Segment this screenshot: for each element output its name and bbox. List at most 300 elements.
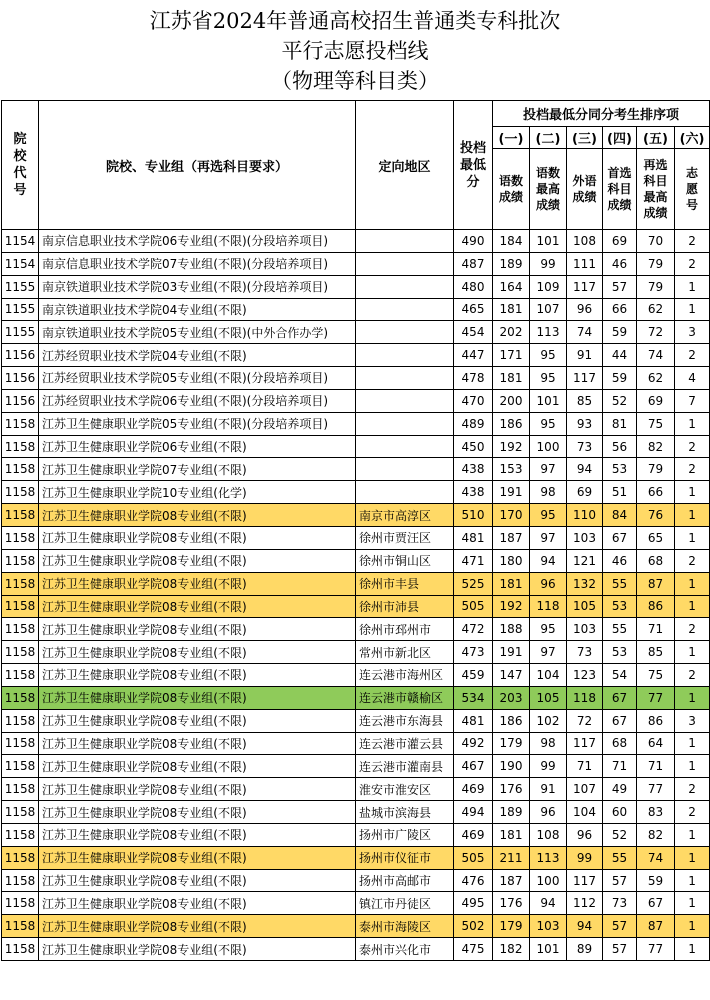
cell-code: 1154 — [2, 252, 39, 275]
cell-chinese-math-max: 113 — [530, 321, 567, 344]
table-row — [2, 504, 710, 527]
cell-second-subject-max: 87 — [637, 915, 675, 938]
cell-name: 江苏卫生健康职业学院07专业组(不限) — [39, 458, 356, 481]
cell-code: 1158 — [2, 572, 39, 595]
cell-chinese-math-max: 109 — [530, 275, 567, 298]
cell-foreign-language: 91 — [567, 344, 603, 367]
table-row — [2, 389, 710, 412]
cell-code: 1158 — [2, 755, 39, 778]
header-col-num: (六) — [675, 127, 710, 149]
cell-foreign-language: 94 — [567, 458, 603, 481]
header-col-label: 志愿号 — [675, 149, 710, 230]
cell-name: 江苏卫生健康职业学院08专业组(不限) — [39, 778, 356, 801]
cell-foreign-language: 123 — [567, 664, 603, 687]
cell-chinese-math: 164 — [493, 275, 530, 298]
table-row — [2, 321, 710, 344]
title-line-2: 平行志愿投档线 — [281, 39, 429, 63]
cell-chinese-math-max: 104 — [530, 664, 567, 687]
cell-foreign-language: 117 — [567, 732, 603, 755]
cell-chinese-math: 186 — [493, 412, 530, 435]
cell-foreign-language: 69 — [567, 481, 603, 504]
cell-foreign-language: 132 — [567, 572, 603, 595]
cell-name: 江苏卫生健康职业学院08专业组(不限) — [39, 572, 356, 595]
cell-preference-no: 3 — [675, 709, 710, 732]
cell-min-score: 467 — [454, 755, 493, 778]
cell-second-subject-max: 62 — [637, 298, 675, 321]
header-col-label: 首选科目成绩 — [603, 149, 637, 230]
header-col-num: (一) — [493, 127, 530, 149]
header-min-score: 投档最低分 — [454, 101, 493, 230]
cell-foreign-language: 110 — [567, 504, 603, 527]
table-row — [2, 801, 710, 824]
cell-chinese-math: 211 — [493, 846, 530, 869]
cell-second-subject-max: 83 — [637, 801, 675, 824]
cell-preference-no: 2 — [675, 801, 710, 824]
cell-first-subject: 56 — [603, 435, 637, 458]
cell-code: 1158 — [2, 595, 39, 618]
cell-chinese-math: 191 — [493, 481, 530, 504]
cell-code: 1155 — [2, 275, 39, 298]
cell-chinese-math-max: 102 — [530, 709, 567, 732]
header-col-label: 语数成绩 — [493, 149, 530, 230]
cell-min-score: 476 — [454, 869, 493, 892]
cell-code: 1158 — [2, 458, 39, 481]
cell-chinese-math: 179 — [493, 915, 530, 938]
cell-min-score: 469 — [454, 823, 493, 846]
cell-second-subject-max: 87 — [637, 572, 675, 595]
cell-first-subject: 55 — [603, 572, 637, 595]
cell-preference-no: 1 — [675, 572, 710, 595]
cell-first-subject: 55 — [603, 846, 637, 869]
table-row — [2, 938, 710, 961]
cell-name: 江苏卫生健康职业学院08专业组(不限) — [39, 892, 356, 915]
cell-region: 扬州市高邮市 — [356, 869, 454, 892]
cell-first-subject: 52 — [603, 389, 637, 412]
cell-chinese-math: 187 — [493, 526, 530, 549]
cell-chinese-math-max: 99 — [530, 252, 567, 275]
cell-second-subject-max: 86 — [637, 595, 675, 618]
cell-name: 江苏经贸职业技术学院06专业组(不限)(分段培养项目) — [39, 389, 356, 412]
cell-second-subject-max: 75 — [637, 412, 675, 435]
cell-region: 连云港市东海县 — [356, 709, 454, 732]
cell-foreign-language: 93 — [567, 412, 603, 435]
cell-chinese-math: 181 — [493, 298, 530, 321]
cell-region — [356, 367, 454, 390]
cell-name: 江苏卫生健康职业学院08专业组(不限) — [39, 823, 356, 846]
cell-second-subject-max: 62 — [637, 367, 675, 390]
cell-first-subject: 59 — [603, 367, 637, 390]
cell-foreign-language: 71 — [567, 755, 603, 778]
cell-first-subject: 68 — [603, 732, 637, 755]
header-code: 院校代号 — [2, 101, 39, 230]
cell-code: 1154 — [2, 230, 39, 253]
cell-chinese-math-max: 97 — [530, 641, 567, 664]
title-line-1: 江苏省2024年普通高校招生普通类专科批次 — [149, 9, 561, 33]
cell-min-score: 454 — [454, 321, 493, 344]
cell-first-subject: 84 — [603, 504, 637, 527]
cell-min-score: 438 — [454, 481, 493, 504]
cell-chinese-math-max: 101 — [530, 938, 567, 961]
cell-foreign-language: 118 — [567, 686, 603, 709]
cell-second-subject-max: 59 — [637, 869, 675, 892]
cell-second-subject-max: 71 — [637, 618, 675, 641]
cell-first-subject: 53 — [603, 458, 637, 481]
cell-first-subject: 67 — [603, 709, 637, 732]
table-body — [2, 230, 710, 961]
cell-name: 南京信息职业技术学院07专业组(不限)(分段培养项目) — [39, 252, 356, 275]
cell-min-score: 472 — [454, 618, 493, 641]
cell-min-score: 469 — [454, 778, 493, 801]
cell-chinese-math-max: 107 — [530, 298, 567, 321]
cell-name: 江苏经贸职业技术学院05专业组(不限)(分段培养项目) — [39, 367, 356, 390]
cell-region: 连云港市赣榆区 — [356, 686, 454, 709]
cell-preference-no: 1 — [675, 755, 710, 778]
cell-second-subject-max: 65 — [637, 526, 675, 549]
cell-min-score: 510 — [454, 504, 493, 527]
cell-chinese-math: 200 — [493, 389, 530, 412]
cell-second-subject-max: 85 — [637, 641, 675, 664]
cell-first-subject: 67 — [603, 686, 637, 709]
cell-second-subject-max: 79 — [637, 275, 675, 298]
cell-preference-no: 1 — [675, 732, 710, 755]
cell-code: 1158 — [2, 526, 39, 549]
cell-name: 南京铁道职业技术学院04专业组(不限) — [39, 298, 356, 321]
cell-first-subject: 59 — [603, 321, 637, 344]
cell-name: 江苏卫生健康职业学院08专业组(不限) — [39, 664, 356, 687]
cell-second-subject-max: 79 — [637, 252, 675, 275]
header-col-label: 语数最高成绩 — [530, 149, 567, 230]
cell-code: 1156 — [2, 344, 39, 367]
cell-preference-no: 1 — [675, 641, 710, 664]
cell-code: 1158 — [2, 823, 39, 846]
cell-foreign-language: 108 — [567, 230, 603, 253]
cell-preference-no: 7 — [675, 389, 710, 412]
cell-region: 连云港市灌云县 — [356, 732, 454, 755]
cell-chinese-math-max: 97 — [530, 526, 567, 549]
cell-chinese-math-max: 96 — [530, 572, 567, 595]
cell-first-subject: 60 — [603, 801, 637, 824]
cutoff-table — [1, 100, 710, 961]
cell-first-subject: 66 — [603, 298, 637, 321]
table-row — [2, 755, 710, 778]
cell-first-subject: 69 — [603, 230, 637, 253]
cell-name: 南京铁道职业技术学院03专业组(不限)(分段培养项目) — [39, 275, 356, 298]
cell-region: 徐州市铜山区 — [356, 549, 454, 572]
cell-name: 江苏卫生健康职业学院08专业组(不限) — [39, 686, 356, 709]
cell-preference-no: 1 — [675, 938, 710, 961]
header-col-label: 外语成绩 — [567, 149, 603, 230]
cell-code: 1155 — [2, 298, 39, 321]
cell-foreign-language: 104 — [567, 801, 603, 824]
cell-chinese-math-max: 94 — [530, 892, 567, 915]
cell-foreign-language: 74 — [567, 321, 603, 344]
cell-chinese-math-max: 100 — [530, 869, 567, 892]
header-col-num: (四) — [603, 127, 637, 149]
cell-region: 常州市新北区 — [356, 641, 454, 664]
table-row — [2, 412, 710, 435]
cell-first-subject: 67 — [603, 526, 637, 549]
cell-min-score: 481 — [454, 526, 493, 549]
cell-chinese-math: 187 — [493, 869, 530, 892]
cell-code: 1158 — [2, 504, 39, 527]
cell-name: 南京信息职业技术学院06专业组(不限)(分段培养项目) — [39, 230, 356, 253]
cell-chinese-math-max: 94 — [530, 549, 567, 572]
cell-preference-no: 1 — [675, 481, 710, 504]
cell-first-subject: 71 — [603, 755, 637, 778]
cell-preference-no: 1 — [675, 869, 710, 892]
cell-chinese-math: 180 — [493, 549, 530, 572]
cell-name: 江苏卫生健康职业学院10专业组(化学) — [39, 481, 356, 504]
cell-preference-no: 1 — [675, 504, 710, 527]
table-row — [2, 549, 710, 572]
cell-first-subject: 57 — [603, 869, 637, 892]
cell-foreign-language: 105 — [567, 595, 603, 618]
cell-region: 泰州市兴化市 — [356, 938, 454, 961]
cell-chinese-math-max: 105 — [530, 686, 567, 709]
cell-chinese-math: 192 — [493, 595, 530, 618]
header-tiebreak-group: 投档最低分同分考生排序项 — [493, 101, 710, 127]
cell-foreign-language: 107 — [567, 778, 603, 801]
cell-chinese-math-max: 103 — [530, 915, 567, 938]
cell-foreign-language: 89 — [567, 938, 603, 961]
cell-foreign-language: 121 — [567, 549, 603, 572]
cell-preference-no: 2 — [675, 664, 710, 687]
cell-code: 1158 — [2, 686, 39, 709]
cell-region: 徐州市邳州市 — [356, 618, 454, 641]
cell-region — [356, 412, 454, 435]
cell-chinese-math: 147 — [493, 664, 530, 687]
cell-chinese-math-max: 118 — [530, 595, 567, 618]
cell-code: 1158 — [2, 801, 39, 824]
cell-chinese-math: 176 — [493, 778, 530, 801]
cell-name: 江苏卫生健康职业学院08专业组(不限) — [39, 595, 356, 618]
cell-code: 1156 — [2, 389, 39, 412]
cell-region — [356, 252, 454, 275]
cell-second-subject-max: 86 — [637, 709, 675, 732]
table-row — [2, 823, 710, 846]
table-row — [2, 344, 710, 367]
table-row — [2, 526, 710, 549]
cell-code: 1158 — [2, 664, 39, 687]
cell-min-score: 502 — [454, 915, 493, 938]
cell-name: 江苏卫生健康职业学院08专业组(不限) — [39, 755, 356, 778]
cell-second-subject-max: 66 — [637, 481, 675, 504]
cell-min-score: 492 — [454, 732, 493, 755]
cell-chinese-math: 188 — [493, 618, 530, 641]
header-col-num: (三) — [567, 127, 603, 149]
cell-chinese-math: 182 — [493, 938, 530, 961]
cell-region: 南京市高淳区 — [356, 504, 454, 527]
cell-chinese-math: 176 — [493, 892, 530, 915]
cell-chinese-math: 203 — [493, 686, 530, 709]
cell-name: 江苏卫生健康职业学院08专业组(不限) — [39, 526, 356, 549]
header-name: 院校、专业组（再选科目要求） — [39, 101, 356, 230]
cell-name: 江苏卫生健康职业学院08专业组(不限) — [39, 618, 356, 641]
cell-name: 江苏卫生健康职业学院08专业组(不限) — [39, 549, 356, 572]
cell-chinese-math: 184 — [493, 230, 530, 253]
cell-foreign-language: 117 — [567, 367, 603, 390]
cell-first-subject: 73 — [603, 892, 637, 915]
cell-name: 江苏卫生健康职业学院08专业组(不限) — [39, 915, 356, 938]
table-row — [2, 275, 710, 298]
cell-min-score: 470 — [454, 389, 493, 412]
cell-min-score: 495 — [454, 892, 493, 915]
cell-min-score: 534 — [454, 686, 493, 709]
cell-preference-no: 1 — [675, 915, 710, 938]
table-row — [2, 572, 710, 595]
cell-min-score: 473 — [454, 641, 493, 664]
cell-second-subject-max: 70 — [637, 230, 675, 253]
cell-preference-no: 1 — [675, 412, 710, 435]
cell-second-subject-max: 71 — [637, 755, 675, 778]
cell-min-score: 459 — [454, 664, 493, 687]
table-row — [2, 618, 710, 641]
cell-region: 徐州市沛县 — [356, 595, 454, 618]
cell-preference-no: 2 — [675, 435, 710, 458]
cell-chinese-math: 181 — [493, 572, 530, 595]
cell-foreign-language: 112 — [567, 892, 603, 915]
header-col-num: (五) — [637, 127, 675, 149]
cell-chinese-math: 171 — [493, 344, 530, 367]
cell-foreign-language: 94 — [567, 915, 603, 938]
cell-first-subject: 46 — [603, 252, 637, 275]
cell-min-score: 438 — [454, 458, 493, 481]
table-row — [2, 298, 710, 321]
cell-region — [356, 344, 454, 367]
cell-preference-no: 1 — [675, 298, 710, 321]
cell-preference-no: 2 — [675, 252, 710, 275]
cell-region: 泰州市海陵区 — [356, 915, 454, 938]
cell-preference-no: 1 — [675, 526, 710, 549]
cell-second-subject-max: 82 — [637, 823, 675, 846]
table-row — [2, 664, 710, 687]
cell-code: 1158 — [2, 915, 39, 938]
cell-region: 连云港市海州区 — [356, 664, 454, 687]
cell-region: 徐州市贾汪区 — [356, 526, 454, 549]
cell-name: 江苏卫生健康职业学院08专业组(不限) — [39, 801, 356, 824]
cell-region — [356, 298, 454, 321]
table-row — [2, 869, 710, 892]
cell-first-subject: 44 — [603, 344, 637, 367]
cell-second-subject-max: 76 — [637, 504, 675, 527]
cell-preference-no: 1 — [675, 686, 710, 709]
cell-second-subject-max: 74 — [637, 846, 675, 869]
table-row — [2, 846, 710, 869]
cell-chinese-math-max: 113 — [530, 846, 567, 869]
cell-foreign-language: 103 — [567, 618, 603, 641]
cell-name: 江苏卫生健康职业学院08专业组(不限) — [39, 846, 356, 869]
cell-code: 1158 — [2, 618, 39, 641]
cell-second-subject-max: 64 — [637, 732, 675, 755]
cell-second-subject-max: 74 — [637, 344, 675, 367]
cell-min-score: 505 — [454, 846, 493, 869]
cell-code: 1158 — [2, 709, 39, 732]
cell-preference-no: 2 — [675, 618, 710, 641]
cell-region: 连云港市灌南县 — [356, 755, 454, 778]
cell-code: 1158 — [2, 549, 39, 572]
cell-region: 镇江市丹徒区 — [356, 892, 454, 915]
cell-second-subject-max: 79 — [637, 458, 675, 481]
cell-second-subject-max: 82 — [637, 435, 675, 458]
cell-foreign-language: 111 — [567, 252, 603, 275]
cell-region: 徐州市丰县 — [356, 572, 454, 595]
cell-chinese-math-max: 108 — [530, 823, 567, 846]
table-row — [2, 686, 710, 709]
cell-code: 1158 — [2, 778, 39, 801]
cell-chinese-math: 181 — [493, 367, 530, 390]
cell-min-score: 471 — [454, 549, 493, 572]
cell-chinese-math: 189 — [493, 801, 530, 824]
table-row — [2, 481, 710, 504]
cell-second-subject-max: 67 — [637, 892, 675, 915]
cell-code: 1158 — [2, 846, 39, 869]
cell-min-score: 447 — [454, 344, 493, 367]
cell-preference-no: 1 — [675, 892, 710, 915]
cell-foreign-language: 96 — [567, 823, 603, 846]
cell-first-subject: 51 — [603, 481, 637, 504]
header-col-label: 再选科目最高成绩 — [637, 149, 675, 230]
cell-chinese-math-max: 100 — [530, 435, 567, 458]
cell-chinese-math-max: 99 — [530, 755, 567, 778]
document-title — [0, 0, 710, 100]
cell-chinese-math: 170 — [493, 504, 530, 527]
cell-min-score: 481 — [454, 709, 493, 732]
cell-min-score: 490 — [454, 230, 493, 253]
cell-region — [356, 275, 454, 298]
cell-min-score: 478 — [454, 367, 493, 390]
cell-code: 1158 — [2, 938, 39, 961]
cell-min-score: 480 — [454, 275, 493, 298]
table-row — [2, 595, 710, 618]
cell-region — [356, 230, 454, 253]
cell-first-subject: 57 — [603, 915, 637, 938]
header-region: 定向地区 — [356, 101, 454, 230]
cell-second-subject-max: 72 — [637, 321, 675, 344]
table-row — [2, 458, 710, 481]
cell-first-subject: 53 — [603, 641, 637, 664]
cell-chinese-math-max: 98 — [530, 732, 567, 755]
cell-min-score: 487 — [454, 252, 493, 275]
cell-name: 江苏卫生健康职业学院08专业组(不限) — [39, 938, 356, 961]
cell-preference-no: 1 — [675, 846, 710, 869]
cell-first-subject: 53 — [603, 595, 637, 618]
cell-chinese-math: 153 — [493, 458, 530, 481]
cell-min-score: 494 — [454, 801, 493, 824]
cell-code: 1156 — [2, 367, 39, 390]
cell-preference-no: 2 — [675, 549, 710, 572]
cell-chinese-math: 192 — [493, 435, 530, 458]
cell-first-subject: 55 — [603, 618, 637, 641]
table-row — [2, 709, 710, 732]
cell-region — [356, 458, 454, 481]
cell-code: 1158 — [2, 892, 39, 915]
cell-preference-no: 2 — [675, 778, 710, 801]
cell-chinese-math-max: 95 — [530, 618, 567, 641]
cell-code: 1158 — [2, 732, 39, 755]
cell-second-subject-max: 69 — [637, 389, 675, 412]
cell-min-score: 450 — [454, 435, 493, 458]
table-row — [2, 892, 710, 915]
cell-name: 江苏卫生健康职业学院08专业组(不限) — [39, 869, 356, 892]
cell-name: 江苏卫生健康职业学院05专业组(不限)(分段培养项目) — [39, 412, 356, 435]
title-line-3: （物理等科目类） — [271, 69, 439, 93]
table-row — [2, 367, 710, 390]
cell-min-score: 489 — [454, 412, 493, 435]
cell-preference-no: 2 — [675, 458, 710, 481]
cell-foreign-language: 73 — [567, 435, 603, 458]
cell-second-subject-max: 77 — [637, 686, 675, 709]
cell-foreign-language: 96 — [567, 298, 603, 321]
